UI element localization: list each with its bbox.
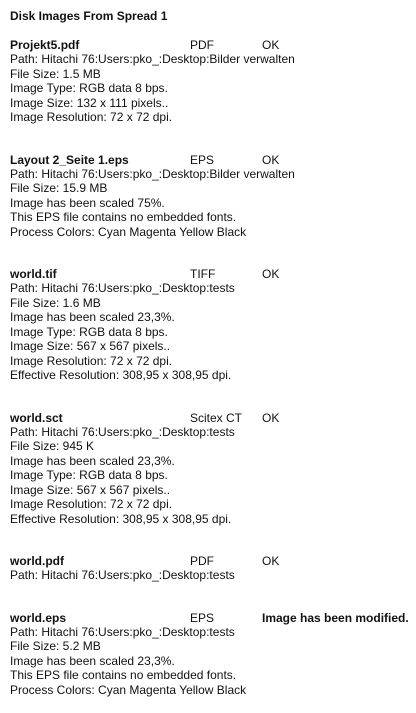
file-size: File Size: 5.2 MB: [10, 639, 101, 653]
image-scale: Image has been scaled 23,3%.: [10, 310, 175, 324]
image-resolution: Image Resolution: 72 x 72 dpi.: [10, 353, 173, 368]
file-path: Path: Hitachi 76:Users:pko_:Desktop:tests: [10, 281, 235, 295]
file-status: OK: [262, 152, 280, 167]
file-size: File Size: 1.6 MB: [10, 295, 101, 310]
entry-header: [10, 611, 410, 625]
disk-images-report: [10, 9, 410, 697]
image-scale: Image has been scaled 75%.: [10, 195, 165, 210]
file-type: Scitex CT: [190, 410, 243, 425]
file-path: Path: Hitachi 76:Users:pko_:Desktop:tests: [10, 568, 235, 582]
effective-resolution: Effective Resolution: 308,95 x 308,95 dpi.: [10, 368, 232, 382]
embedded-fonts-note: This EPS file contains no embedded fonts.: [10, 668, 237, 682]
image-entry: [10, 554, 410, 583]
file-type: TIFF: [190, 267, 216, 281]
image-size: Image Size: 567 x 567 pixels..: [10, 482, 171, 497]
entry-header: [10, 554, 410, 568]
file-path: Path: Hitachi 76:Users:pko_:Desktop:tests: [10, 624, 235, 639]
image-scale: Image has been scaled 23,3%.: [10, 653, 175, 668]
entry-header: [10, 411, 410, 425]
image-size: Image Size: 567 x 567 pixels..: [10, 339, 171, 353]
image-scale: Image has been scaled 23,3%.: [10, 453, 175, 468]
image-type: Image Type: RGB data 8 bps.: [10, 468, 168, 482]
file-name: world.pdf: [10, 554, 64, 568]
embedded-fonts-note: This EPS file contains no embedded fonts.: [10, 210, 237, 224]
process-colors: Process Colors: Cyan Magenta Yellow Black: [10, 224, 247, 239]
image-type: Image Type: RGB data 8 bps.: [10, 81, 168, 95]
file-size: File Size: 15.9 MB: [10, 181, 108, 195]
entry-header: [10, 38, 410, 52]
image-entry: [10, 267, 410, 383]
file-name: world.eps: [10, 610, 67, 625]
file-name: world.tif: [10, 267, 57, 281]
file-status: OK: [262, 267, 280, 281]
file-path: Path: Hitachi 76:Users:pko_:Desktop:tests: [10, 424, 235, 439]
file-path: Path: Hitachi 76:Users:pko_:Desktop:Bilder verwalten: [10, 52, 295, 66]
image-resolution: Image Resolution: 72 x 72 dpi.: [10, 110, 173, 124]
file-type: EPS: [190, 610, 215, 625]
image-entry: [10, 611, 410, 698]
file-name: Layout 2_Seite 1.eps: [10, 152, 129, 167]
report-title: Disk Images From Spread 1: [10, 9, 168, 23]
file-status: OK: [262, 554, 280, 568]
image-type: Image Type: RGB data 8 bps.: [10, 324, 168, 339]
image-entry: [10, 38, 410, 125]
file-size: File Size: 1.5 MB: [10, 66, 101, 81]
file-status: OK: [262, 410, 280, 425]
image-entry: [10, 411, 410, 527]
file-type: PDF: [190, 554, 214, 568]
file-type: EPS: [190, 152, 215, 167]
file-status: OK: [262, 38, 280, 52]
image-entry: [10, 153, 410, 240]
entry-header: [10, 153, 410, 167]
file-status-warning: Image has been modified.: [262, 610, 409, 625]
entry-header: [10, 267, 410, 281]
file-type: PDF: [190, 38, 214, 52]
effective-resolution: Effective Resolution: 308,95 x 308,95 dpi.: [10, 511, 232, 526]
file-name: world.sct: [10, 410, 63, 425]
process-colors: Process Colors: Cyan Magenta Yellow Black: [10, 682, 247, 697]
file-path: Path: Hitachi 76:Users:pko_:Desktop:Bilder verwalten: [10, 166, 295, 181]
file-size: File Size: 945 K: [10, 439, 95, 453]
image-size: Image Size: 132 x 111 pixels..: [10, 95, 169, 110]
file-name: Projekt5.pdf: [10, 38, 80, 52]
image-resolution: Image Resolution: 72 x 72 dpi.: [10, 497, 173, 511]
